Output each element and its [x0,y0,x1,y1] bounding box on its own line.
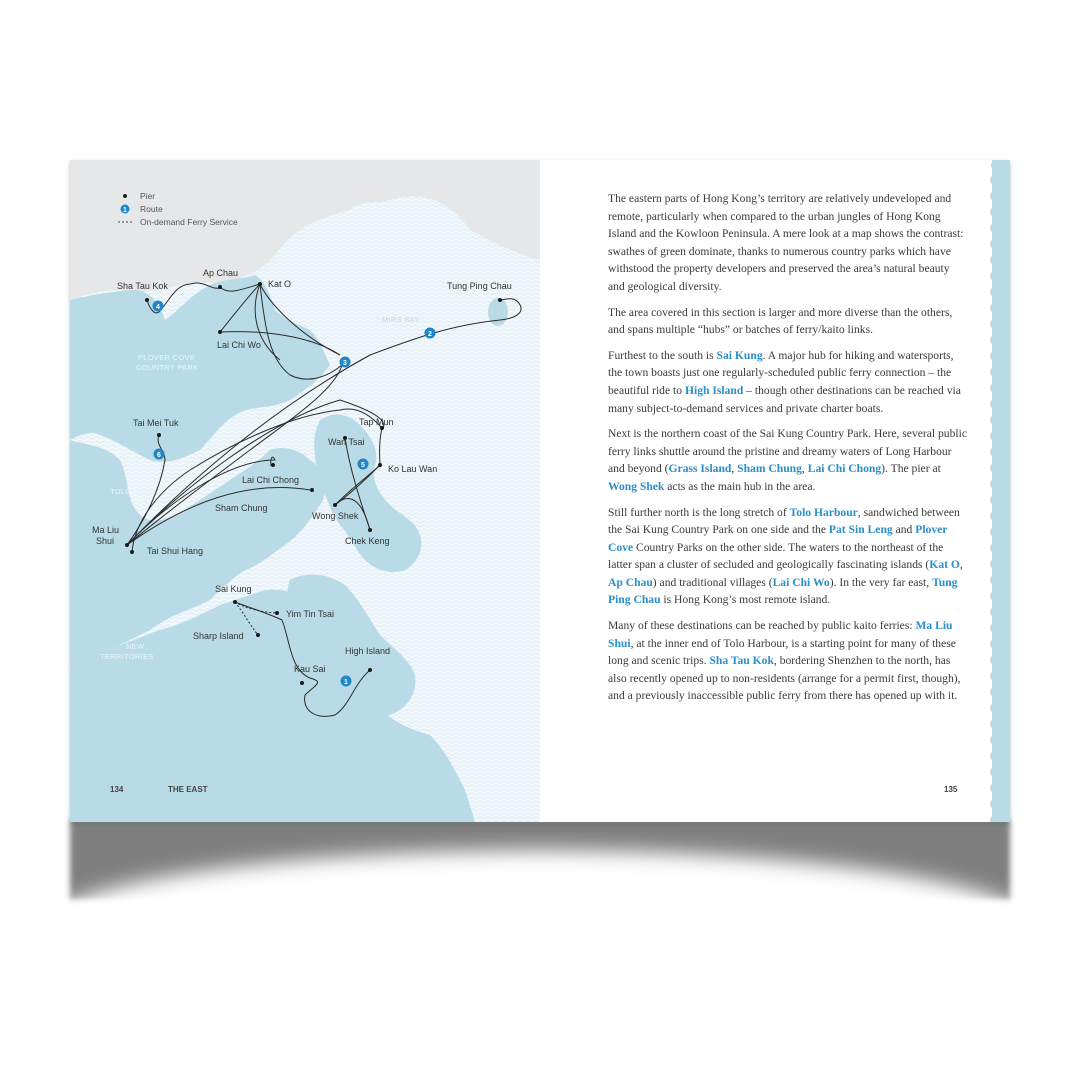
right-page-number: 135 [944,785,958,794]
body-text [608,190,968,713]
right-page-text [540,160,1010,822]
paragraph: The eastern parts of Hong Kong’s territory are relatively undeveloped and remote, particularly when compared to the urban jungles of Hong Kong Island and the Kowloon Peninsula. A mere look at a map shows the contrast: swathes of green dominate, thanks to numerous country parks which have withstood the property developers and preserved the area’s natural beauty and geological diversity. [608,192,964,293]
paragraph: Next is the northern coast of the Sai Kung Country Park. Here, several public ferry links shuttle around the pristine and dreamy waters of Long Harbour and beyond (Grass Island, Sham Chung, Lai Chi Chong). The pier at Wong Shek acts as the main hub in the area. [608,427,967,493]
pier-kau-sai [300,681,304,685]
region-label-territories: TERRITORIES [100,652,154,661]
label-sha-tau-kok: Sha Tau Kok [117,281,168,291]
label-tai-mei-tuk: Tai Mei Tuk [133,418,179,428]
place-link: Lai Chi Wo [772,575,830,589]
place-link: Ap Chau [608,575,653,589]
label-sham-chung: Sham Chung [215,503,268,513]
legend-route-number: 1 [123,207,127,214]
place-link: Lai Chi Chong [807,462,882,476]
place-link: Sham Chung [737,462,802,476]
place-link: Wong Shek [608,479,665,493]
ferry-route-map [70,160,540,822]
left-page-number: 134 [110,785,124,794]
legend-pier-label: Pier [140,191,156,201]
route-badge-1-number: 1 [344,679,348,686]
pier-ap-chau [218,285,222,289]
place-link: Grass Island [668,462,732,476]
pier-wong-shek [333,503,337,507]
pier-chek-keng [368,528,372,532]
label-ko-lau-wan: Ko Lau Wan [388,464,438,474]
region-label-tolo-harbour: TOLO HARBOUR [110,487,174,496]
place-link: Sha Tau Kok [709,654,774,668]
label-lai-chi-chong: Lai Chi Chong [242,475,300,485]
route-badge-2-number: 2 [428,331,432,338]
label-tai-shui-hang: Tai Shui Hang [147,546,204,556]
region-label-plover-cove: PLOVER COVE [138,353,196,362]
running-head: THE EAST [168,785,208,794]
book-spread [70,160,1010,822]
label-high-island: High Island [345,646,391,656]
paragraph: Still further north is the long stretch of Tolo Harbour, sandwiched between the Sai Kung Country Park on one side and the Pat Sin Leng and Plover Cove Country Parks on the other side. The waters to the northeast of the latter span a cluster of secluded and geologically fascinating islands (Kat O, Ap Chau) and traditional villages (Lai Chi Wo). In the very far east, Tung Ping Chau is Hong Kong’s most remote island. [608,505,963,607]
pier-high-island [368,668,372,672]
label-lai-chi-wo: Lai Chi Wo [217,340,261,350]
place-link: Sai Kung [716,348,763,362]
pier-ma-liu-shui [125,543,129,547]
route-badge-3-number: 3 [343,360,347,367]
region-label-country-park: COUNTRY PARK [136,363,199,372]
pier-yim-tin-tsai [275,611,279,615]
tung-ping-chau-island [488,298,508,326]
place-link: Kat O [929,558,960,572]
label-sharp-island: Sharp Island [193,631,244,641]
pier-tai-shui-hang [130,550,134,554]
label-yim-tin-tsai: Yim Tin Tsai [286,609,335,619]
pier-kat-o [258,282,262,286]
label-chek-keng: Chek Keng [345,536,390,546]
region-label-new: NEW [126,642,145,651]
place-link: Plover Cove [608,523,948,554]
place-link: High Island [684,383,744,397]
label-wong-shek: Wong Shek [312,511,359,521]
pier-lai-chi-chong [271,463,275,467]
place-link: Pat Sin Leng [828,523,893,537]
label-tap-mun: Tap Mun [359,417,394,427]
label-kat-o: Kat O [268,279,292,289]
route-badge-5-number: 5 [361,462,365,469]
label-ma-liu: Ma Liu [92,525,120,535]
pier-ko-lau-wan [378,463,382,467]
route-badge-6-number: 6 [157,452,161,459]
label-ap-chau: Ap Chau [203,268,239,278]
place-link: Tolo Harbour [789,505,858,519]
pier-sham-chung [310,488,314,492]
legend-route-label: Route [140,204,163,214]
legend-pier-icon [123,194,127,198]
paragraph: The area covered in this section is larger and more diverse than the others, and spans multiple “hubs” or batches of ferry/kaito links. [608,305,953,337]
label-wan-tsai: Wan Tsai [328,437,365,447]
page-edge-strip [992,160,1010,822]
paragraph: Furthest to the south is Sai Kung. A major hub for hiking and watersports, the town boasts just one regularly-scheduled public ferry connection – the beautiful ride to High Island – though other destinations can be reached via many subject-to-demand services and private charter boats. [608,348,961,415]
legend-on-demand-label: On-demand Ferry Service [140,217,238,227]
left-page-map [70,160,540,822]
shadow-highlight [40,850,1040,1010]
region-label-mirs-bay: MIRS BAY [382,315,420,324]
place-link: Ma Liu Shui [608,619,953,650]
pier-tai-mei-tuk [157,433,161,437]
place-link: Tung Ping Chau [608,575,958,607]
pier-sha-tau-kok [145,298,149,302]
pier-lai-chi-wo [218,330,222,334]
paragraph: Many of these destinations can be reached by public kaito ferries: Ma Liu Shui, at the inner end of Tolo Harbour, is a starting point for many of these long and scenic trips. Sha Tau Kok, bordering Shenzhen to the north, has also recently opened up to non-residents (arrange for a permit first, though), and a previously inaccessible public ferry from there has opened up with it. [608,619,961,703]
label-tung-ping-chau: Tung Ping Chau [447,281,512,291]
pier-sai-kung [233,600,237,604]
pier-sharp-island [256,633,260,637]
label-sai-kung: Sai Kung [215,584,252,594]
label-kau-sai: Kau Sai [294,664,326,674]
label-shui: Shui [96,536,115,546]
pier-tung-ping-chau [498,298,502,302]
route-badge-4-number: 4 [156,304,160,311]
